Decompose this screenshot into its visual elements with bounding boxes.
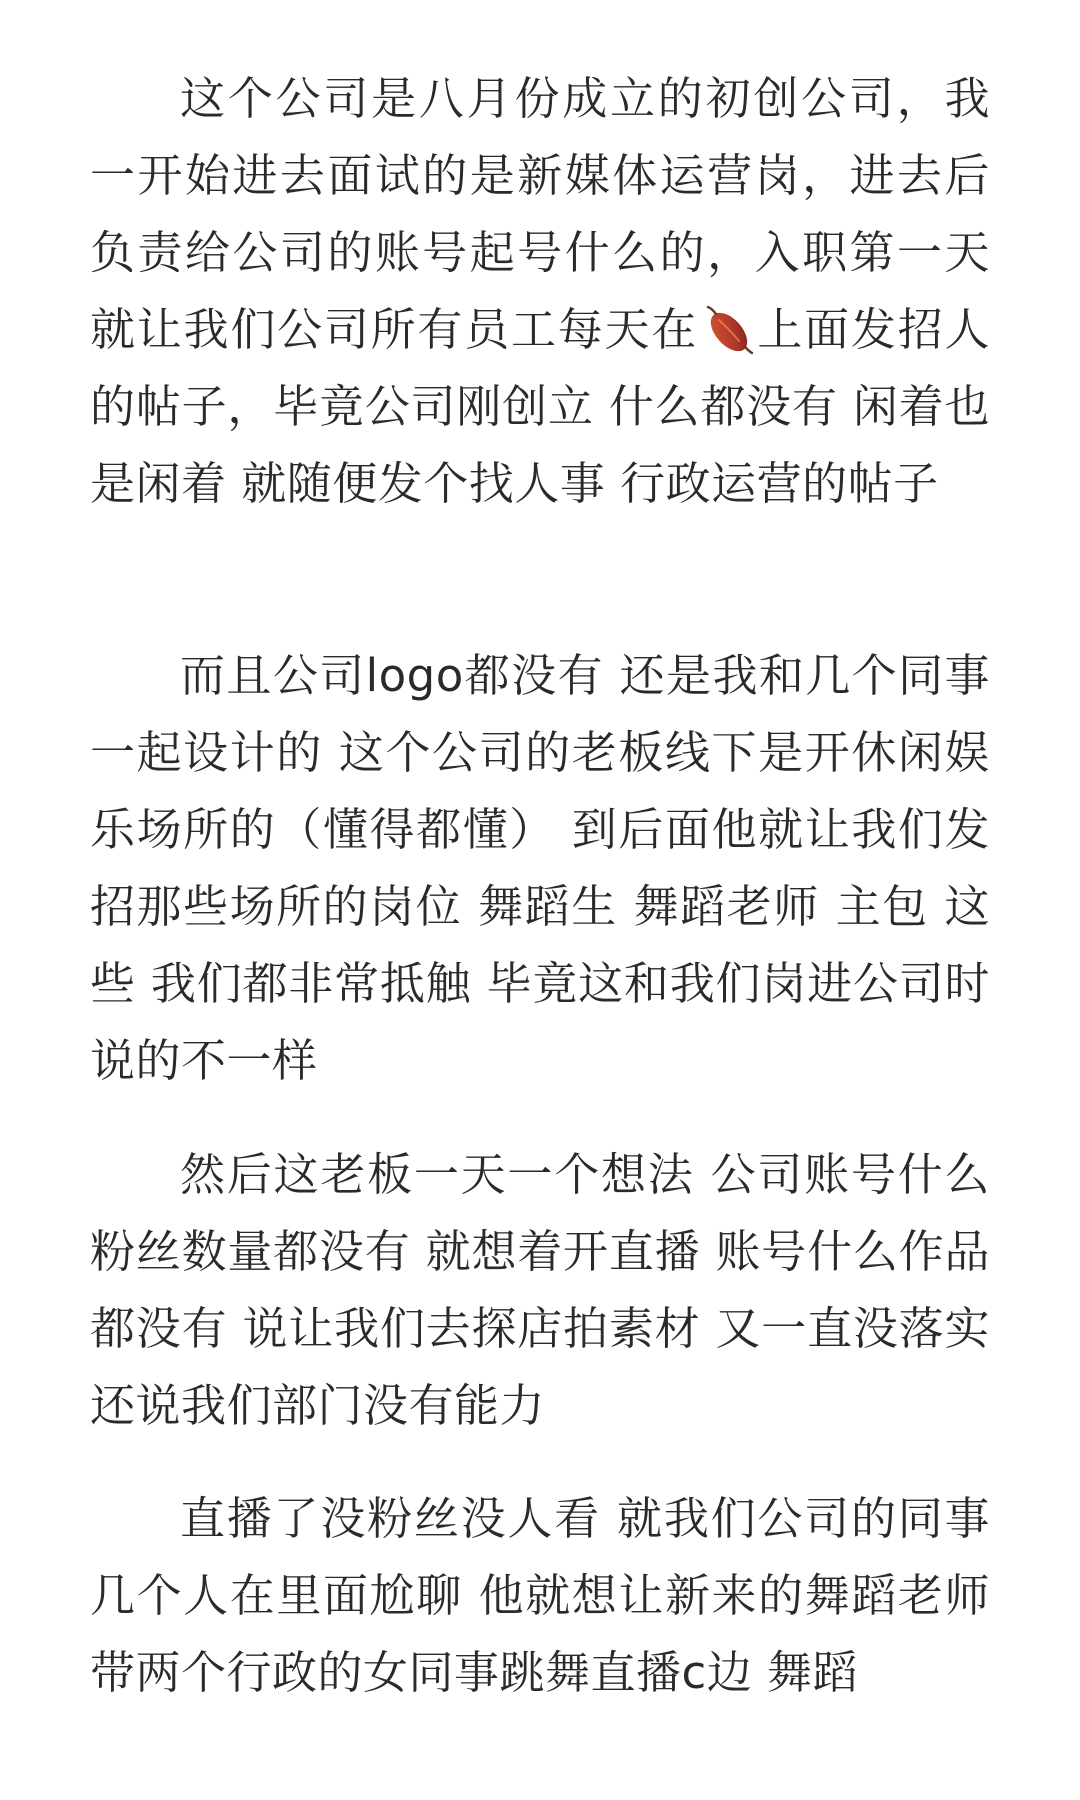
paragraph-1 (90, 60, 990, 522)
sweet-potato-icon (702, 303, 754, 355)
paragraph-4: 直播了没粉丝没人看 就我们公司的同事 几个人在里面尬聊 他就想让新来的舞蹈老师带两个行政的女同事跳舞直播c边 舞蹈 (90, 1492, 990, 1699)
paragraph-1-text-before-icon: 这个公司是八月份成立的初创公司，我一开始进去面试的是新媒体运营岗，进去后负责给公司的账号起号什么的，入职第一天就让我们公司所有员工每天在 (90, 72, 990, 356)
paragraph-3: 然后这老板一天一个想法 公司账号什么粉丝数量都没有 就想着开直播 账号什么作品都没有 说让我们去探店拍素材 又一直没落实 还说我们部门没有能力 (90, 1148, 990, 1432)
paragraph-1-text-after-icon: 上面发招人的帖子，毕竟公司刚创立 什么都没有 闲着也是闲着 就随便发个找人事 行政运营的帖子 (90, 303, 990, 510)
paragraph-2: 而且公司logo都没有 还是我和几个同事一起设计的 这个公司的老板线下是开休闲娱乐场所的（懂得都懂） 到后面他就让我们发招那些场所的岗位 舞蹈生 舞蹈老师 主包 这些 我们都非常抵触 毕竟这和我们岗进公司时说的不一样 (90, 649, 990, 1087)
